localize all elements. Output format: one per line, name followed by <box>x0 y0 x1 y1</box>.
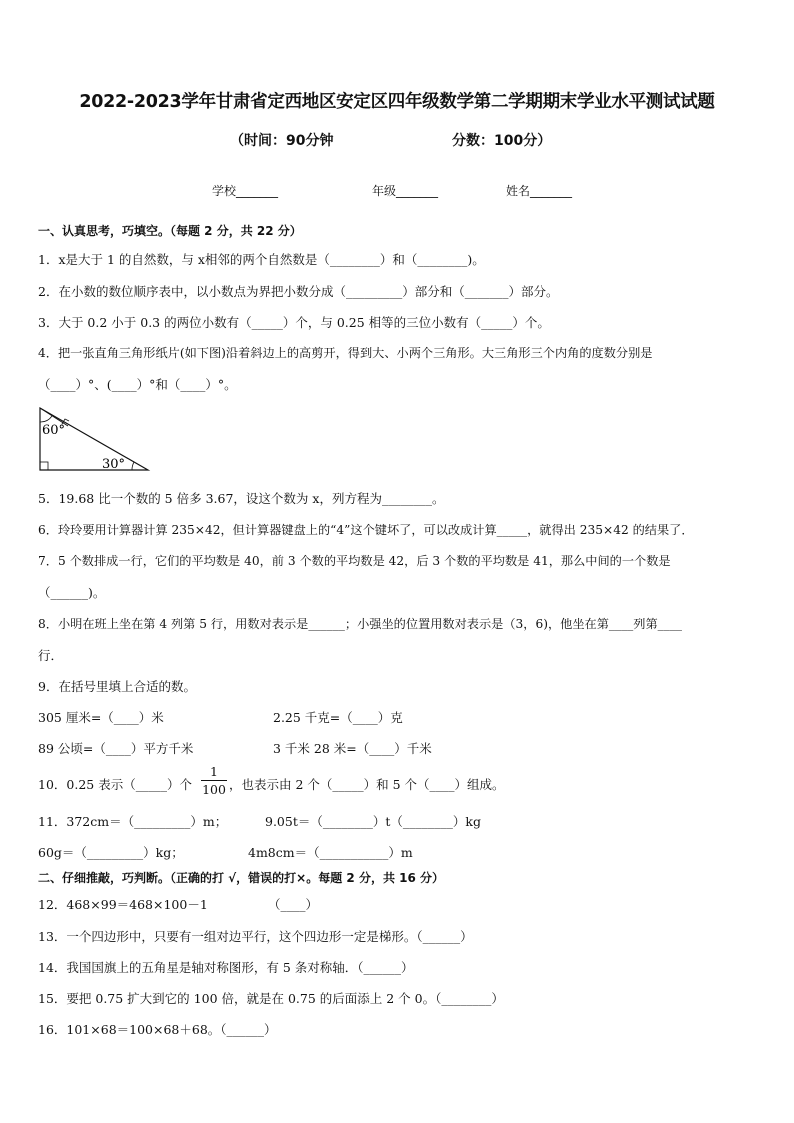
question-1: 1．x是大于 1 的自然数，与 x相邻的两个自然数是（________）和（________)。 <box>38 252 485 267</box>
question-9c: 89 公顷=（____）平方千米 <box>38 741 194 756</box>
section2-heading: 二、仔细推敲，巧判断。（正确的打 √，错误的打×。每题 2 分，共 16 分） <box>38 871 444 885</box>
question-10-after: ，也表示由 2 个（_____）和 5 个（____）组成。 <box>229 777 505 792</box>
fraction-one-hundredth <box>201 764 227 798</box>
angle-30-label: 30° <box>102 457 126 472</box>
name-field: 姓名_______ <box>506 184 573 198</box>
question-9d: 3 千米 28 米=（____）千米 <box>273 741 432 756</box>
question-13: 13．一个四边形中，只要有一组对边平行，这个四边形一定是梯形。（______） <box>38 929 473 944</box>
question-6: 6．玲玲要用计算器计算 235×42，但计算器键盘上的“4”这个键坏了，可以改成计算_____，就得出 235×42 的结果了． <box>38 523 694 537</box>
question-10-before: 10．0.25 表示（_____）个 <box>38 777 192 792</box>
exam-time: （时间：90分钟 <box>230 133 334 149</box>
question-9b: 2.25 千克=（____）克 <box>273 710 403 725</box>
question-7-line1: 7．5 个数排成一行，它们的平均数是 40，前 3 个数的平均数是 42，后 3 个数的平均数是 41，那么中间的一个数是 <box>38 554 671 568</box>
question-8-line2: 行． <box>38 648 64 663</box>
right-triangle-figure <box>36 404 156 474</box>
question-2: 2．在小数的数位顺序表中，以小数点为界把小数分成（_________）部分和（_______）部分。 <box>38 284 559 299</box>
angle-60-label: 60° <box>42 423 66 438</box>
question-7-line2: （______)。 <box>38 585 106 600</box>
question-9a: 305 厘米=（____）米 <box>38 710 164 725</box>
question-8-line1: 8．小明在班上坐在第 4 列第 5 行，用数对表示是______；小强坐的位置用数对表示是（3，6)，他坐在第____列第____ <box>38 617 683 631</box>
question-4-line1: 4．把一张直角三角形纸片(如下图)沿着斜边上的高剪开，得到大、小两个三角形。大三角形三个内角的度数分别是 <box>38 346 653 360</box>
question-12-blank: （____） <box>268 897 319 912</box>
question-12: 12．468×99＝468×100－1 <box>38 897 208 912</box>
question-14: 14．我国国旗上的五角星是轴对称图形，有 5 条对称轴．（______） <box>38 960 414 975</box>
question-3: 3．大于 0.2 小于 0.3 的两位小数有（_____）个，与 0.25 相等的三位小数有（_____）个。 <box>38 315 550 330</box>
question-11d: 4m8cm＝（___________）m <box>248 845 413 860</box>
fraction-numerator: 1 <box>210 764 218 779</box>
question-15: 15．要把 0.75 扩大到它的 100 倍，就是在 0.75 的后面添上 2 个 0。（________） <box>38 991 504 1006</box>
question-9: 9．在括号里填上合适的数。 <box>38 679 196 694</box>
exam-score: 分数：100分） <box>452 133 552 149</box>
question-11c: 60g＝（_________）kg； <box>38 845 184 860</box>
question-16: 16．101×68＝100×68＋68。（______） <box>38 1022 277 1037</box>
fraction-denominator: 100 <box>202 782 226 797</box>
section1-heading: 一、认真思考，巧填空。（每题 2 分，共 22 分） <box>38 224 302 238</box>
question-5: 5．19.68 比一个数的 5 倍多 3.67，设这个数为 x，列方程为________。 <box>38 491 445 506</box>
grade-field: 年级_______ <box>372 184 439 198</box>
question-11b: 9.05t＝（________）t（________）kg <box>265 814 481 829</box>
question-11a: 11．372cm＝（_________）m； <box>38 814 228 829</box>
page-title: 2022-2023学年甘肃省定西地区安定区四年级数学第二学期期末学业水平测试试题 <box>79 92 715 112</box>
school-field: 学校_______ <box>212 184 279 198</box>
question-4-line2: （____）°、(____）°和（____）°。 <box>38 377 237 392</box>
